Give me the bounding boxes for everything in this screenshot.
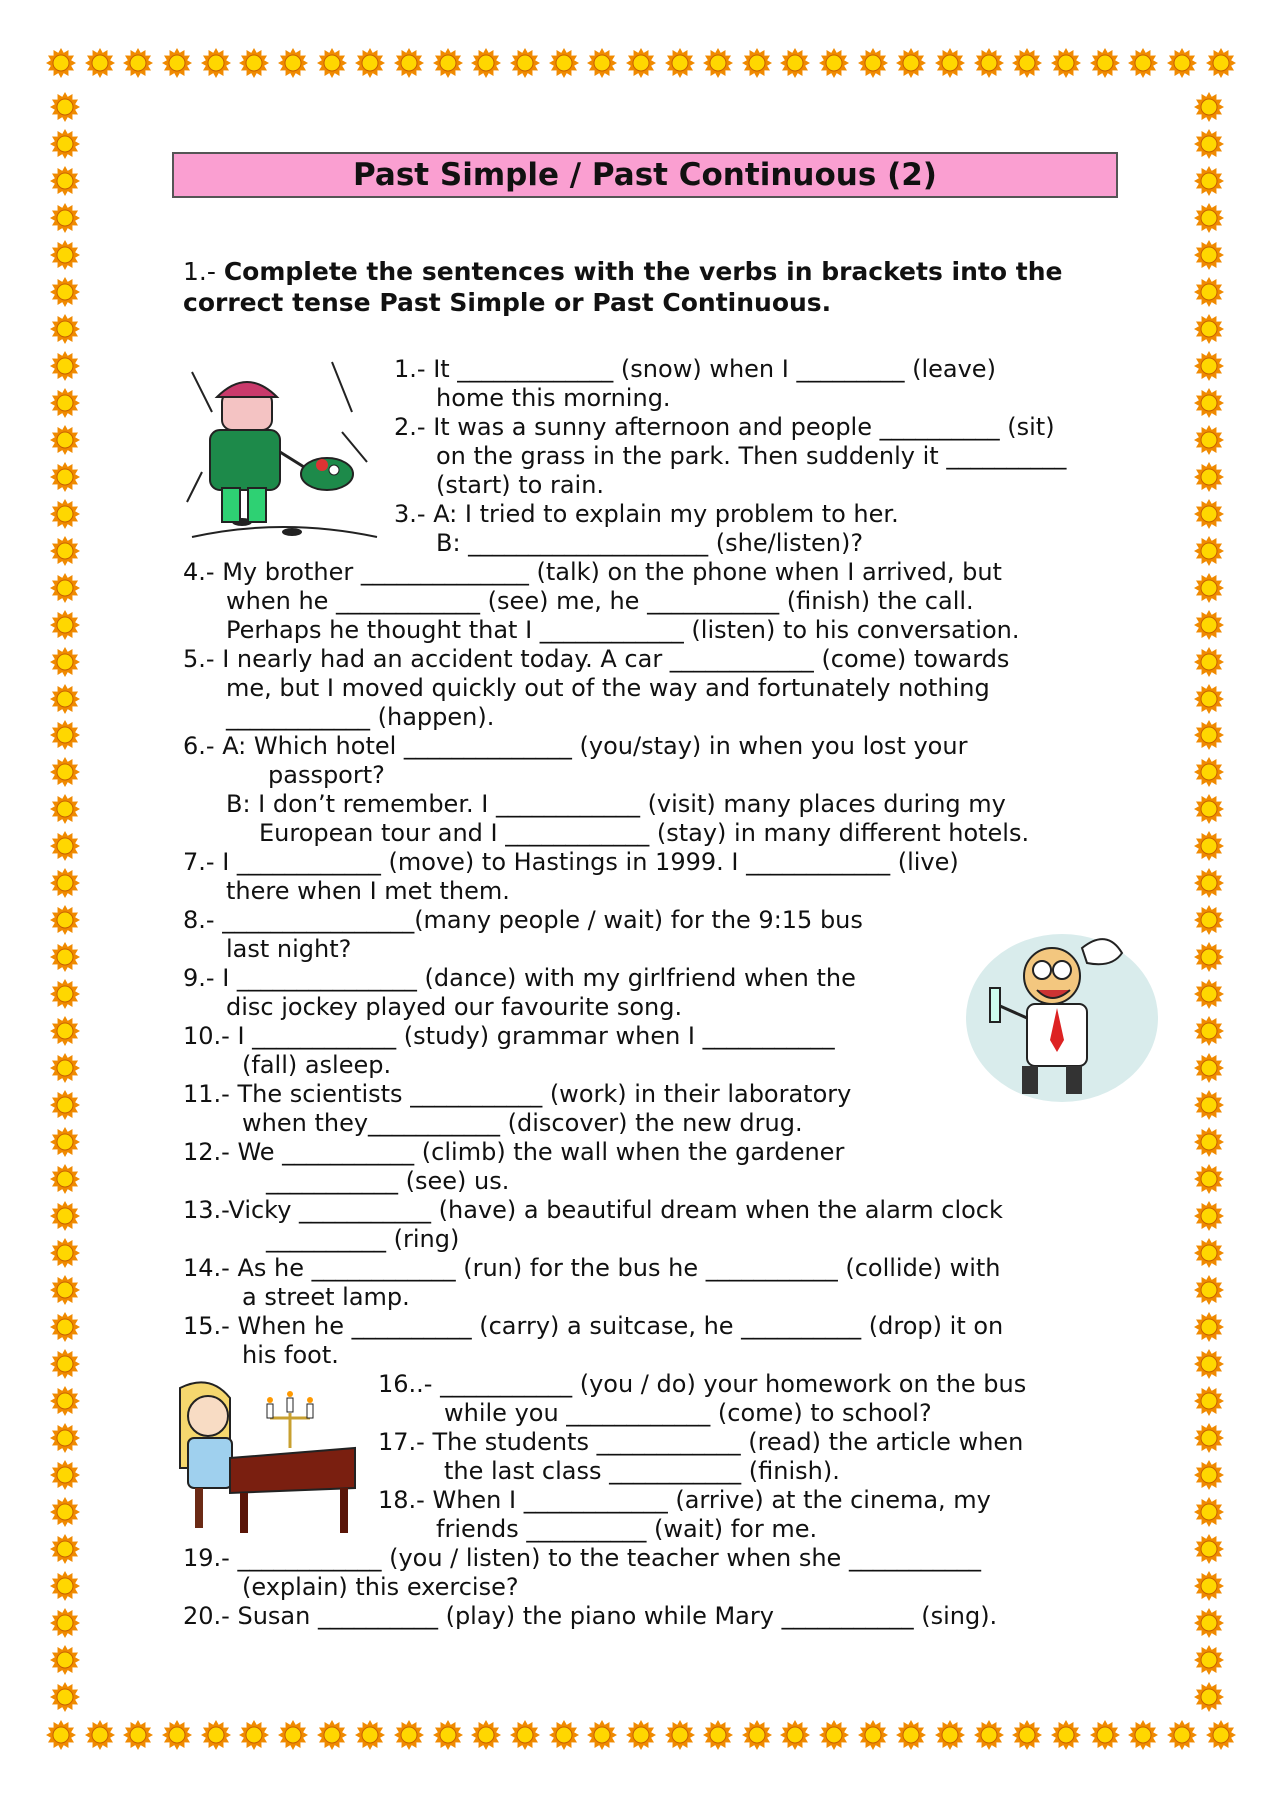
sun-icon xyxy=(50,1090,80,1120)
sun-icon xyxy=(471,1720,501,1750)
exercise-line: passport? xyxy=(268,761,385,789)
sun-icon xyxy=(1194,1127,1224,1157)
sun-icon xyxy=(974,1720,1004,1750)
sun-icon xyxy=(50,1312,80,1342)
sun-icon xyxy=(50,720,80,750)
exercise-line: when he ____________ (see) me, he ___________ (finish) the call. xyxy=(226,587,974,615)
sun-icon xyxy=(1194,499,1224,529)
sun-icon xyxy=(85,1720,115,1750)
sun-icon xyxy=(1194,203,1224,233)
exercise-line: (start) to rain. xyxy=(436,471,605,499)
sun-icon xyxy=(50,499,80,529)
sun-icon xyxy=(50,1201,80,1231)
sun-icon xyxy=(50,1386,80,1416)
sun-icon xyxy=(50,1016,80,1046)
sun-icon xyxy=(1194,1645,1224,1675)
sun-icon xyxy=(123,1720,153,1750)
sun-icon xyxy=(239,48,269,78)
sun-icon xyxy=(1194,720,1224,750)
sun-icon xyxy=(50,573,80,603)
exercise-line: 4.- My brother ______________ (talk) on the phone when I arrived, but xyxy=(183,558,1002,586)
sun-icon xyxy=(1194,1016,1224,1046)
sun-icon xyxy=(703,1720,733,1750)
exercise-line: 14.- As he ____________ (run) for the bus he ___________ (collide) with xyxy=(183,1254,1001,1282)
sun-icon xyxy=(1194,684,1224,714)
sun-icon xyxy=(587,48,617,78)
exercise-line: B: I don’t remember. I ____________ (visit) many places during my xyxy=(226,790,1006,818)
sun-icon xyxy=(896,48,926,78)
sun-icon xyxy=(1194,942,1224,972)
exercise-line: __________ (ring) xyxy=(266,1225,460,1253)
sun-icon xyxy=(471,48,501,78)
sun-icon xyxy=(278,1720,308,1750)
exercise-line: 2.- It was a sunny afternoon and people __________ (sit) xyxy=(394,413,1055,441)
sun-icon xyxy=(50,203,80,233)
sun-icon xyxy=(1194,1164,1224,1194)
exercise-line: a street lamp. xyxy=(242,1283,410,1311)
sun-icon xyxy=(50,277,80,307)
sun-icon xyxy=(1194,1275,1224,1305)
sun-icon xyxy=(394,1720,424,1750)
sun-icon xyxy=(50,868,80,898)
exercise-line: last night? xyxy=(226,935,352,963)
scientist-illustration xyxy=(962,928,1162,1106)
exercise-line: on the grass in the park. Then suddenly it __________ xyxy=(436,442,1067,470)
sun-icon xyxy=(355,1720,385,1750)
sun-icon xyxy=(50,647,80,677)
exercise-line: disc jockey played our favourite song. xyxy=(226,993,683,1021)
sun-icon xyxy=(1194,462,1224,492)
sun-icon xyxy=(858,48,888,78)
exercise-line: 20.- Susan __________ (play) the piano while Mary ___________ (sing). xyxy=(183,1602,998,1630)
sun-icon xyxy=(1194,1608,1224,1638)
sun-icon xyxy=(50,979,80,1009)
sun-icon xyxy=(1090,48,1120,78)
sun-icon xyxy=(50,388,80,418)
sun-icon xyxy=(742,1720,772,1750)
sun-icon xyxy=(1194,1497,1224,1527)
sun-icon xyxy=(1128,1720,1158,1750)
sun-icon xyxy=(50,1534,80,1564)
sun-icon xyxy=(1194,277,1224,307)
border-right xyxy=(1194,92,1236,1712)
sun-icon xyxy=(50,166,80,196)
sun-icon xyxy=(549,1720,579,1750)
sun-icon xyxy=(317,48,347,78)
exercise-line: me, but I moved quickly out of the way and fortunately nothing xyxy=(226,674,990,702)
sun-icon xyxy=(50,240,80,270)
exercise-line: 1.- It _____________ (snow) when I _________ (leave) xyxy=(394,355,996,383)
sun-icon xyxy=(665,1720,695,1750)
worksheet-title-text: Past Simple / Past Continuous (2) xyxy=(353,157,937,193)
sun-icon xyxy=(50,536,80,566)
sun-icon xyxy=(1194,905,1224,935)
sun-icon xyxy=(1194,92,1224,122)
sun-icon xyxy=(1194,979,1224,1009)
border-bottom xyxy=(46,1720,1236,1762)
sun-icon xyxy=(1194,388,1224,418)
sun-icon xyxy=(1194,831,1224,861)
sun-icon xyxy=(162,48,192,78)
exercise-line: 12.- We ___________ (climb) the wall when the gardener xyxy=(183,1138,845,1166)
sun-icon xyxy=(1194,1534,1224,1564)
sun-icon xyxy=(974,48,1004,78)
piano-girl-illustration xyxy=(160,1378,360,1538)
sun-icon xyxy=(50,1275,80,1305)
exercise-line: 11.- The scientists ___________ (work) in their laboratory xyxy=(183,1080,852,1108)
instruction-number: 1.- xyxy=(183,257,216,286)
sun-icon xyxy=(1206,1720,1236,1750)
sun-icon xyxy=(50,314,80,344)
sun-icon xyxy=(1194,1571,1224,1601)
sun-icon xyxy=(201,1720,231,1750)
sun-icon xyxy=(1194,573,1224,603)
sun-icon xyxy=(935,1720,965,1750)
sun-icon xyxy=(50,425,80,455)
sun-icon xyxy=(626,1720,656,1750)
sun-icon xyxy=(1194,1238,1224,1268)
exercise-line: 18.- When I ____________ (arrive) at the cinema, my xyxy=(378,1486,991,1514)
sun-icon xyxy=(1194,1349,1224,1379)
sun-icon xyxy=(46,1720,76,1750)
sun-icon xyxy=(1206,48,1236,78)
exercise-line: his foot. xyxy=(242,1341,339,1369)
sun-icon xyxy=(1167,48,1197,78)
sun-icon xyxy=(433,48,463,78)
sun-icon xyxy=(1194,1201,1224,1231)
exercise-line: 15.- When he __________ (carry) a suitcase, he __________ (drop) it on xyxy=(183,1312,1004,1340)
sun-icon xyxy=(626,48,656,78)
sun-icon xyxy=(50,905,80,935)
sun-icon xyxy=(858,1720,888,1750)
sun-icon xyxy=(239,1720,269,1750)
sun-icon xyxy=(162,1720,192,1750)
sun-icon xyxy=(50,1238,80,1268)
sun-icon xyxy=(1194,1460,1224,1490)
sun-icon xyxy=(355,48,385,78)
sun-icon xyxy=(1194,1423,1224,1453)
sun-icon xyxy=(587,1720,617,1750)
exercise-line: B: ____________________ (she/listen)? xyxy=(436,529,864,557)
sun-icon xyxy=(1194,536,1224,566)
sun-icon xyxy=(1194,314,1224,344)
sun-icon xyxy=(665,48,695,78)
exercise-line: 6.- A: Which hotel ______________ (you/stay) in when you lost your xyxy=(183,732,968,760)
sun-icon xyxy=(46,48,76,78)
sun-icon xyxy=(896,1720,926,1750)
snow-boy-illustration xyxy=(182,352,382,552)
exercise-line: 9.- I _______________ (dance) with my girlfriend when the xyxy=(183,964,856,992)
sun-icon xyxy=(50,129,80,159)
sun-icon xyxy=(1051,1720,1081,1750)
sun-icon xyxy=(1194,240,1224,270)
exercise-line: 17.- The students ____________ (read) the article when xyxy=(378,1428,1024,1456)
sun-icon xyxy=(1194,1312,1224,1342)
sun-icon xyxy=(1194,425,1224,455)
sun-icon xyxy=(50,1127,80,1157)
exercise-line: 13.-Vicky ___________ (have) a beautiful dream when the alarm clock xyxy=(183,1196,1003,1224)
sun-icon xyxy=(1051,48,1081,78)
sun-icon xyxy=(1012,48,1042,78)
sun-icon xyxy=(123,48,153,78)
sun-icon xyxy=(50,1423,80,1453)
sun-icon xyxy=(278,48,308,78)
border-left xyxy=(50,92,92,1712)
exercise-line: (fall) asleep. xyxy=(242,1051,392,1079)
exercise-line: friends __________ (wait) for me. xyxy=(436,1515,818,1543)
sun-icon xyxy=(1194,794,1224,824)
sun-icon xyxy=(1194,1386,1224,1416)
sun-icon xyxy=(50,1164,80,1194)
sun-icon xyxy=(1194,1682,1224,1712)
sun-icon xyxy=(50,684,80,714)
exercise-line: European tour and I ____________ (stay) in many different hotels. xyxy=(259,819,1030,847)
sun-icon xyxy=(510,48,540,78)
exercise-line: home this morning. xyxy=(436,384,671,412)
sun-icon xyxy=(50,1053,80,1083)
sun-icon xyxy=(935,48,965,78)
instruction xyxy=(183,256,1113,318)
sun-icon xyxy=(50,1571,80,1601)
exercise-line: 7.- I ____________ (move) to Hastings in 1999. I ____________ (live) xyxy=(183,848,959,876)
exercise-line: Perhaps he thought that I ____________ (listen) to his conversation. xyxy=(226,616,1020,644)
sun-icon xyxy=(50,610,80,640)
sun-icon xyxy=(1090,1720,1120,1750)
sun-icon xyxy=(50,942,80,972)
exercise-line: 5.- I nearly had an accident today. A car ____________ (come) towards xyxy=(183,645,1010,673)
sun-icon xyxy=(1194,868,1224,898)
sun-icon xyxy=(549,48,579,78)
exercise-line: 10.- I ____________ (study) grammar when I ___________ xyxy=(183,1022,835,1050)
sun-icon xyxy=(50,351,80,381)
sun-icon xyxy=(1194,166,1224,196)
sun-icon xyxy=(50,1497,80,1527)
worksheet-title xyxy=(172,152,1118,198)
exercise-line: 16..- ___________ (you / do) your homework on the bus xyxy=(378,1370,1027,1398)
sun-icon xyxy=(1167,1720,1197,1750)
exercise-line: the last class ___________ (finish). xyxy=(444,1457,840,1485)
sun-icon xyxy=(1194,647,1224,677)
sun-icon xyxy=(50,1608,80,1638)
sun-icon xyxy=(433,1720,463,1750)
exercise-line: 3.- A: I tried to explain my problem to her. xyxy=(394,500,899,528)
sun-icon xyxy=(819,48,849,78)
sun-icon xyxy=(50,1682,80,1712)
sun-icon xyxy=(780,48,810,78)
sun-icon xyxy=(1012,1720,1042,1750)
exercise-line: there when I met them. xyxy=(226,877,510,905)
sun-icon xyxy=(50,1645,80,1675)
sun-icon xyxy=(201,48,231,78)
exercise-line: 8.- ________________(many people / wait) for the 9:15 bus xyxy=(183,906,863,934)
exercise-line: ____________ (happen). xyxy=(226,703,495,731)
exercise-line: while you ____________ (come) to school? xyxy=(444,1399,932,1427)
sun-icon xyxy=(85,48,115,78)
sun-icon xyxy=(50,757,80,787)
sun-icon xyxy=(1194,757,1224,787)
sun-icon xyxy=(50,831,80,861)
sun-icon xyxy=(742,48,772,78)
exercise-line: (explain) this exercise? xyxy=(242,1573,519,1601)
sun-icon xyxy=(50,462,80,492)
border-top xyxy=(46,48,1236,90)
instruction-text: Complete the sentences with the verbs in brackets into the correct tense Past Simple or Past Continuous. xyxy=(183,257,1063,317)
sun-icon xyxy=(819,1720,849,1750)
sun-icon xyxy=(50,794,80,824)
sun-icon xyxy=(1194,1090,1224,1120)
sun-icon xyxy=(50,92,80,122)
sun-icon xyxy=(780,1720,810,1750)
sun-icon xyxy=(1194,129,1224,159)
sun-icon xyxy=(394,48,424,78)
sun-icon xyxy=(1194,1053,1224,1083)
sun-icon xyxy=(317,1720,347,1750)
sun-icon xyxy=(50,1460,80,1490)
sun-icon xyxy=(1128,48,1158,78)
sun-icon xyxy=(703,48,733,78)
exercise-line: 19.- ____________ (you / listen) to the teacher when she ___________ xyxy=(183,1544,981,1572)
exercise-line: ___________ (see) us. xyxy=(266,1167,510,1195)
sun-icon xyxy=(510,1720,540,1750)
sun-icon xyxy=(1194,351,1224,381)
sun-icon xyxy=(1194,610,1224,640)
sun-icon xyxy=(50,1349,80,1379)
exercise-line: when they___________ (discover) the new drug. xyxy=(242,1109,803,1137)
